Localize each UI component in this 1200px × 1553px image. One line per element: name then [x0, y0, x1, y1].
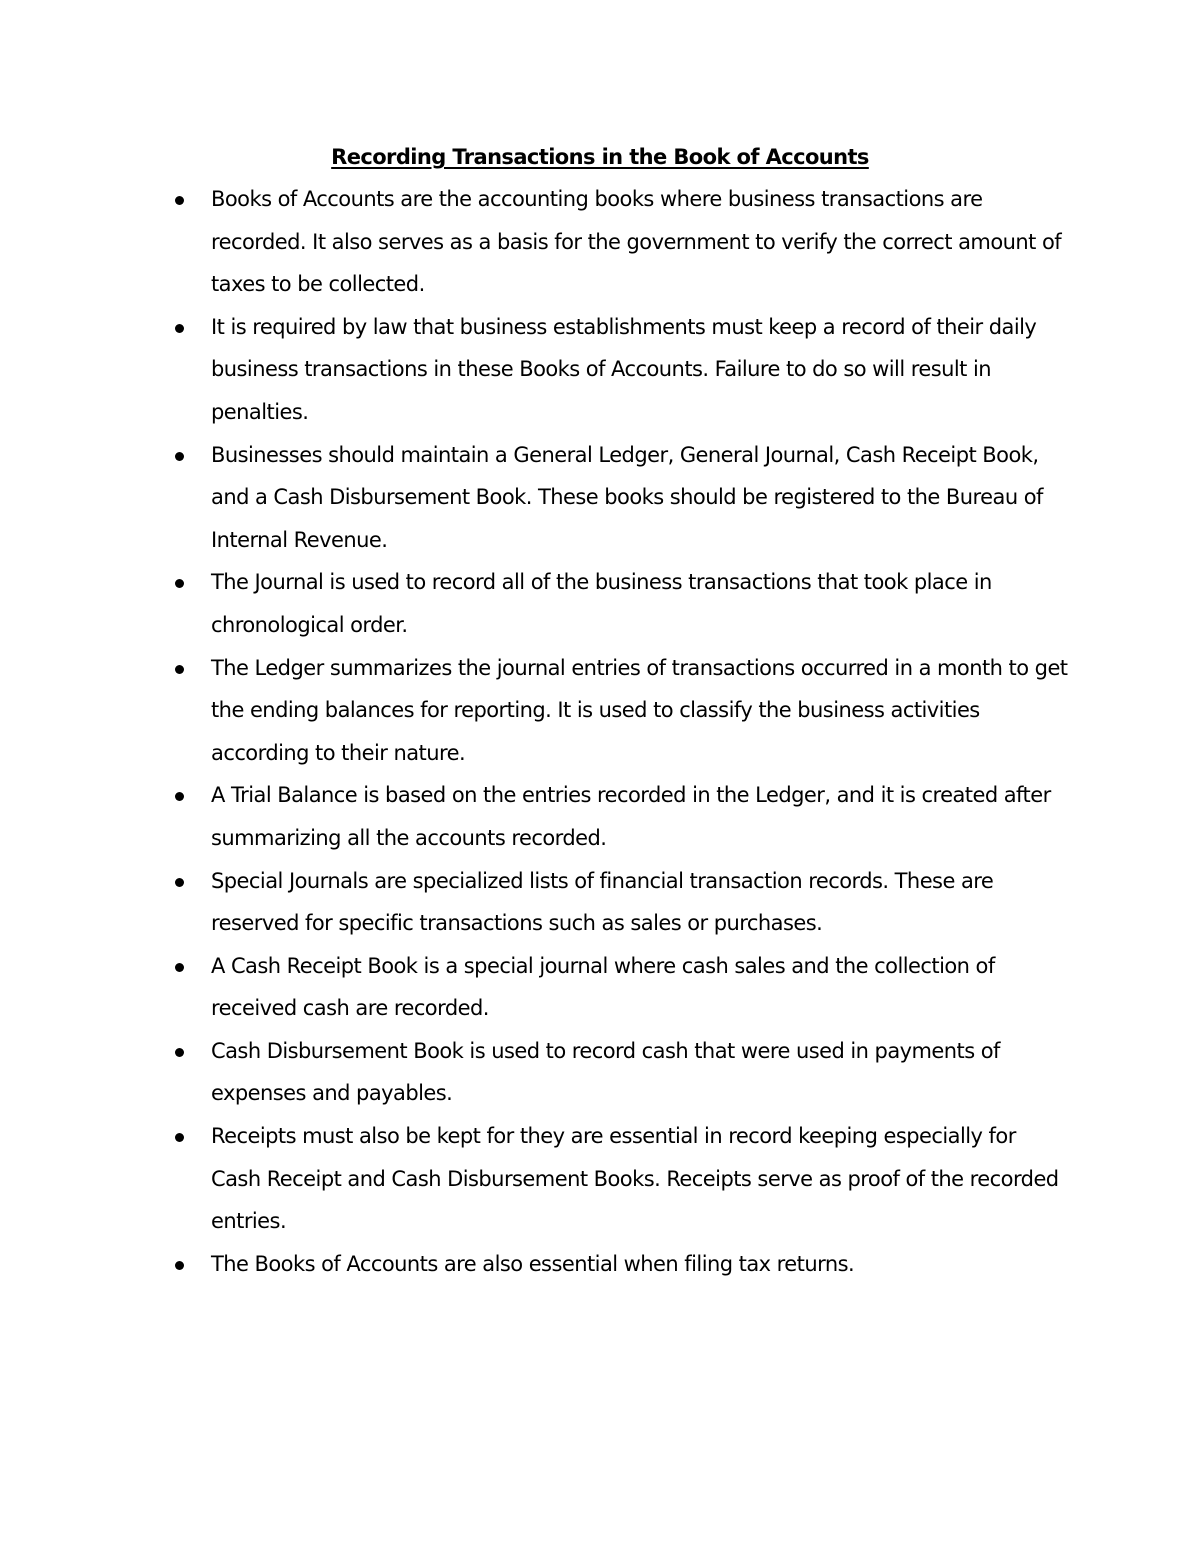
- bullet-text: A Trial Balance is based on the entries recorded in the Ledger, and it is created after summarizing all the accounts recorded.: [211, 783, 1051, 850]
- bullet-icon: [175, 792, 184, 801]
- bullet-item: [0, 647, 1071, 775]
- bullet-item: [0, 860, 1071, 945]
- bullet-item: [0, 306, 1071, 434]
- bullet-icon: [175, 878, 184, 887]
- bullet-item: [0, 178, 1071, 306]
- bullet-text: Businesses should maintain a General Ledger, General Journal, Cash Receipt Book, and a Cash Disbursement Book. These books should be registered to the Bureau of Internal Revenue.: [211, 442, 1043, 552]
- bullet-item: [0, 434, 1071, 562]
- bullet-item: [0, 1243, 1071, 1286]
- bullet-icon: [175, 196, 184, 205]
- bullet-icon: [175, 1048, 184, 1057]
- bullet-text: Receipts must also be kept for they are essential in record keeping especially for Cash Receipt and Cash Disbursement Books. Receipts serve as proof of the recorded entries.: [211, 1124, 1059, 1234]
- bullet-item: [0, 561, 1071, 646]
- bullet-item: [0, 945, 1071, 1030]
- document-title: Recording Transactions in the Book of Accounts: [331, 145, 869, 169]
- bullet-text: The Ledger summarizes the journal entries of transactions occurred in a month to get the ending balances for reporting. It is used to classify the business activities according to their nature.: [211, 655, 1068, 765]
- bullet-text: Books of Accounts are the accounting books where business transactions are recorded. It also serves as a basis for the government to verify the correct amount of taxes to be collected.: [211, 187, 1062, 297]
- bullet-icon: [175, 1261, 184, 1270]
- bullet-text: The Journal is used to record all of the business transactions that took place in chronological order.: [211, 570, 992, 637]
- bullet-icon: [175, 1133, 184, 1142]
- bullet-icon: [175, 324, 184, 333]
- bullet-text: Special Journals are specialized lists of financial transaction records. These are reserved for specific transactions such as sales or purchases.: [211, 868, 994, 936]
- bullet-text: Cash Disbursement Book is used to record cash that were used in payments of expenses and payables.: [211, 1038, 1000, 1106]
- bullet-icon: [175, 452, 184, 461]
- bullet-icon: [175, 579, 184, 588]
- bullet-text: It is required by law that business establishments must keep a record of their daily business transactions in these Books of Accounts. Failure to do so will result in penalties.: [211, 314, 1037, 424]
- bullet-icon: [175, 963, 184, 972]
- bullet-item: [0, 1030, 1071, 1115]
- bullet-text: The Books of Accounts are also essential when filing tax returns.: [211, 1251, 855, 1276]
- bullet-item: [0, 1115, 1071, 1243]
- bullet-icon: [175, 665, 184, 674]
- bullet-text: A Cash Receipt Book is a special journal where cash sales and the collection of received cash are recorded.: [211, 953, 995, 1021]
- bullet-list: [0, 178, 1071, 1285]
- bullet-item: [0, 774, 1071, 859]
